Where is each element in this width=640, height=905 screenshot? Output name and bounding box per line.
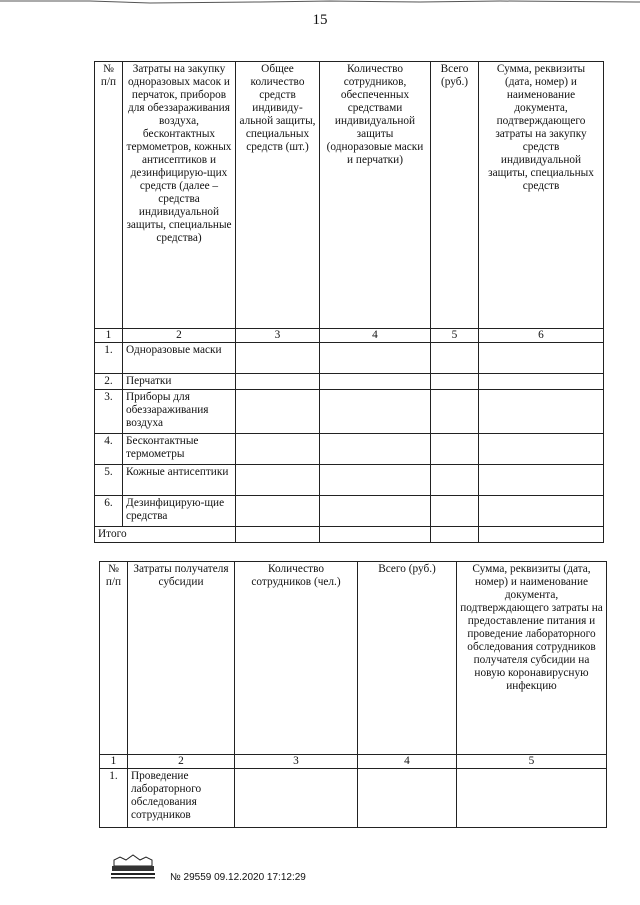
empty-cell — [479, 527, 604, 543]
empty-cell — [236, 527, 320, 543]
col-number: 3 — [236, 329, 320, 343]
scan-top-edge — [0, 0, 640, 4]
header-total-quantity: Общее количество средств индивиду-альной защиты, специальных средств (шт.) — [236, 62, 320, 329]
empty-cell — [431, 465, 479, 496]
row-name: Перчатки — [123, 374, 236, 390]
header-document-sum: Сумма, реквизиты (дата, номер) и наименование документа, подтверждающего затраты на предоставление питания и проведение лабораторного обследования сотрудников получателя субсидии на новую коронавирусную инфекцию — [457, 562, 607, 755]
col-number: 2 — [128, 755, 235, 769]
row-number: 1. — [95, 343, 123, 374]
empty-cell — [479, 390, 604, 434]
empty-cell — [320, 496, 431, 527]
empty-cell — [236, 496, 320, 527]
empty-cell — [320, 390, 431, 434]
col-number: 5 — [431, 329, 479, 343]
col-number: 6 — [479, 329, 604, 343]
column-number-row — [100, 755, 607, 769]
empty-cell — [431, 374, 479, 390]
table-row — [95, 496, 604, 527]
header-employees: Количество сотрудников, обеспеченных средствами индивидуальной защиты (одноразовые маски и перчатки) — [320, 62, 431, 329]
row-name: Приборы для обеззараживания воздуха — [123, 390, 236, 434]
col-number: 1 — [95, 329, 123, 343]
total-label: Итого — [95, 527, 236, 543]
col-number: 4 — [320, 329, 431, 343]
registration-number: № 29559 — [170, 872, 212, 883]
ppe-costs-table — [94, 61, 604, 543]
col-number: 3 — [235, 755, 358, 769]
empty-cell — [479, 496, 604, 527]
empty-cell — [236, 390, 320, 434]
col-number: 4 — [358, 755, 457, 769]
header-costs: Затраты на закупку одноразовых масок и перчаток, приборов для обеззараживания воздуха, бесконтактных термометров, кожных антисептиков и дезинфицирую-щих средств (далее – средства индивидуальной защиты, специальные средства) — [123, 62, 236, 329]
empty-cell — [479, 434, 604, 465]
empty-cell — [236, 434, 320, 465]
table-row — [95, 434, 604, 465]
empty-cell — [320, 434, 431, 465]
empty-cell — [479, 374, 604, 390]
row-name: Проведение лабораторного обследования сотрудников — [128, 769, 235, 828]
col-number: 5 — [457, 755, 607, 769]
table-row — [100, 769, 607, 828]
empty-cell — [320, 374, 431, 390]
empty-cell — [457, 769, 607, 828]
empty-cell — [431, 434, 479, 465]
empty-cell — [479, 343, 604, 374]
row-name: Одноразовые маски — [123, 343, 236, 374]
empty-cell — [236, 343, 320, 374]
page-number: 15 — [312, 12, 328, 28]
empty-cell — [235, 769, 358, 828]
col-number: 2 — [123, 329, 236, 343]
empty-cell — [431, 390, 479, 434]
row-number: 6. — [95, 496, 123, 527]
row-name: Кожные антисептики — [123, 465, 236, 496]
registration-info — [170, 872, 306, 883]
header-total-rub: Всего (руб.) — [358, 562, 457, 755]
table-header-row — [100, 562, 607, 755]
row-name: Дезинфицирую-щие средства — [123, 496, 236, 527]
header-number: № п/п — [95, 62, 123, 329]
empty-cell — [320, 527, 431, 543]
registration-stamp-icon — [108, 852, 158, 880]
empty-cell — [358, 769, 457, 828]
row-number: 4. — [95, 434, 123, 465]
empty-cell — [320, 343, 431, 374]
table-row — [95, 390, 604, 434]
empty-cell — [431, 343, 479, 374]
header-total-rub: Всего (руб.) — [431, 62, 479, 329]
empty-cell — [236, 374, 320, 390]
header-number: № п/п — [100, 562, 128, 755]
header-document-sum: Сумма, реквизиты (дата, номер) и наименование документа, подтверждающего затраты на закупку средств индивидуальной защиты, специальных средств — [479, 62, 604, 329]
col-number: 1 — [100, 755, 128, 769]
row-number: 5. — [95, 465, 123, 496]
row-name: Бесконтактные термометры — [123, 434, 236, 465]
row-number: 2. — [95, 374, 123, 390]
empty-cell — [431, 527, 479, 543]
empty-cell — [320, 465, 431, 496]
row-number: 3. — [95, 390, 123, 434]
lab-testing-costs-table — [99, 561, 607, 828]
total-row — [95, 527, 604, 543]
empty-cell — [431, 496, 479, 527]
empty-cell — [479, 465, 604, 496]
empty-cell — [236, 465, 320, 496]
column-number-row — [95, 329, 604, 343]
table-row — [95, 343, 604, 374]
table-row — [95, 465, 604, 496]
table-header-row — [95, 62, 604, 329]
header-costs: Затраты получателя субсидии — [128, 562, 235, 755]
registration-datetime: 09.12.2020 17:12:29 — [214, 872, 306, 883]
table-row — [95, 374, 604, 390]
header-employees: Количество сотрудников (чел.) — [235, 562, 358, 755]
row-number: 1. — [100, 769, 128, 828]
